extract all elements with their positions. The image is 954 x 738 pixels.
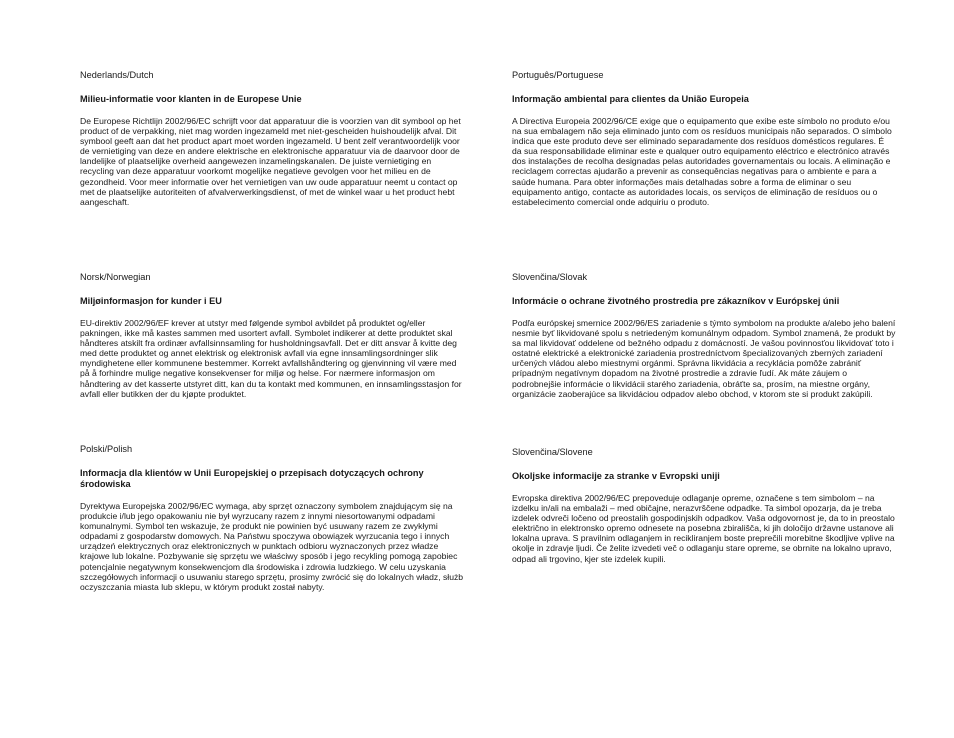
language-label: Português/Portuguese (512, 70, 604, 80)
section-heading: Miljøinformasjon for kunder i EU (80, 296, 222, 306)
section-body: Podľa európskej smernice 2002/96/ES zariadenie s týmto symbolom na produkte a/alebo jeho balení nesmie byť likvidované spolu s netriedeným komunálnym odpadom. Symbol znamená, že produkt by sa mal likvidovať oddelene od bežného odpadu z domácností. Je vašou povinnosťou likvidovať toto i ostatné elektrické a elektronické zariadenia prostredníctvom špecializovaných zberných zariadení určených vládou alebo miestnymi orgánmi. Správna likvidácia a recyklácia pomôže zabrániť prípadným negatívnym dopadom na životné prostredie a zdravie ľudí. Ak máte záujem o podrobnejšie informácie o likvidácii starého zariadenia, obráťte sa, prosím, na miestne orgány, organizácie zaoberajúce sa likvidáciou odpadov alebo obchod, v ktorom ste si produkt zakúpili. (512, 318, 896, 399)
section-heading: Informação ambiental para clientes da União Europeia (512, 94, 749, 104)
section-body: A Directiva Europeia 2002/96/CE exige que o equipamento que exibe este símbolo no produto e/ou na sua embalagem não seja eliminado junto com os resíduos municipais não separados. O símbolo indica que este produto deve ser eliminado separadamente dos resíduos domésticos regulares. É da sua responsabilidade eliminar este e qualquer outro equipamento eléctrico e electrónico através dos instalações de recolha designadas pelas autoridades governamentais ou locais. A eliminação e reciclagem correctas ajudarão a prevenir as consequências negativas para o ambiente e para a saúde humana. Para obter informações mais detalhadas sobre a forma de eliminar o seu equipamento antigo, contacte as autoridades locais, os serviços de eliminação de resíduos ou o estabelecimento comercial onde adquiriu o produto. (512, 116, 892, 207)
section-heading: Informácie o ochrane životného prostredia pre zákazníkov v Európskej únii (512, 296, 840, 306)
section-body: De Europese Richtlijn 2002/96/EC schrijft voor dat apparatuur die is voorzien van dit symbool op het product of de verpakking, niet mag worden ingezameld met niet-gescheiden huishoudelijk afval. Dit symbool geeft aan dat het product apart moet worden ingezameld. U bent zelf verantwoordelijk voor de vernietiging van deze en andere elektrische en elektronische apparatuur via de daarvoor door de landelijke of plaatselijke overheid aangewezen inzamelingskanalen. De juiste vernietiging en recycling van deze apparatuur voorkomt mogelijke negatieve gevolgen voor het milieu en de gezondheid. Voor meer informatie over het vernietigen van uw oude apparatuur neemt u contact op met de plaatselijke autoriteiten of afvalverwerkingsdienst, of met de winkel waar u het product hebt aangeschaft. (80, 116, 461, 207)
section-heading: Okoljske informacije za stranke v Evropski uniji (512, 471, 720, 481)
left-column (80, 70, 464, 592)
section-heading: Informacja dla klientów w Unii Europejskiej o przepisach dotyczących ochrony środowiska (80, 468, 424, 489)
language-label: Slovenčina/Slovak (512, 272, 588, 282)
section-body: EU-direktiv 2002/96/EF krever at utstyr med følgende symbol avbildet på produktet og/eller pakningen, ikke må kastes sammen med usortert avfall. Symbolet indikerer at dette produktet skal håndteres atskilt fra ordinær avfallsinnsamling for husholdningsavfall. Det er ditt ansvar å kvitte deg med dette produktet og annet elektrisk og elektronisk avfall via egne innsamlingsordninger slik myndighetene eller kommunene bestemmer. Korrekt avfallshåndtering og gjenvinning vil være med på å forhindre mulige negative konsekvenser for miljø og helse. For nærmere informasjon om håndtering av det kasserte utstyret ditt, kan du ta kontakt med kommunen, en innsamlingsstasjon for avfall eller butikken der du kjøpte produktet. (80, 318, 462, 399)
section-dutch (80, 70, 464, 272)
language-label: Slovenčina/Slovene (512, 447, 593, 457)
section-polish (80, 444, 464, 592)
section-slovak (512, 272, 896, 447)
language-label: Norsk/Norwegian (80, 272, 151, 282)
section-body: Dyrektywa Europejska 2002/96/EC wymaga, aby sprzęt oznaczony symbolem znajdującym się na produkcie i/lub jego opakowaniu nie był wyrzucany razem z innymi niesortowanymi odpadami komunalnymi. Symbol ten wskazuje, że produkt nie powinien być usuwany razem ze zwykłymi odpadami z gospodarstw domowych. Na Państwu spoczywa obowiązek wyrzucania tego i innych urządzeń elektrycznych oraz elektronicznych w punktach odbioru wyznaczonych przez władze krajowe lub lokalne. Pozbywanie się sprzętu we właściwy sposób i jego recykling pomogą zapobiec potencjalnie negatywnym konsekwencjom dla środowiska i zdrowia ludzkiego. W celu uzyskania szczegółowych informacji o usuwaniu starego sprzętu, prosimy zwrócić się do lokalnych władz, służb oczyszczania miasta lub sklepu, w którym produkt został nabyty. (80, 501, 464, 592)
section-heading: Milieu-informatie voor klanten in de Europese Unie (80, 94, 302, 104)
section-portuguese (512, 70, 896, 272)
section-body: Evropska direktiva 2002/96/EC prepoveduje odlaganje opreme, označene s tem simbolom – na izdelku in/ali na embalaži – med običajne, nerazvrščene odpadke. Ta simbol opozarja, da je treba izdelek odvreči ločeno od preostalih gospodinjskih odpadkov. Vaša odgovornost je, da to in preostalo električno in elektronsko opremo odnesete na posebna zbirališča, ki jih določijo državne ustanove ali lokalna uprava. S pravilnim odlaganjem in recikliranjem boste preprečili morebitne škodljive vplive na okolje in zdravje ljudi. Če želite izvedeti več o odlaganju stare opreme, se obrnite na lokalno upravo, odpad ali trgovino, kjer ste izdelek kupili. (512, 493, 895, 564)
section-norwegian (80, 272, 464, 444)
right-column (512, 70, 896, 564)
language-label: Polski/Polish (80, 444, 133, 454)
section-slovene (512, 447, 896, 564)
language-label: Nederlands/Dutch (80, 70, 154, 80)
